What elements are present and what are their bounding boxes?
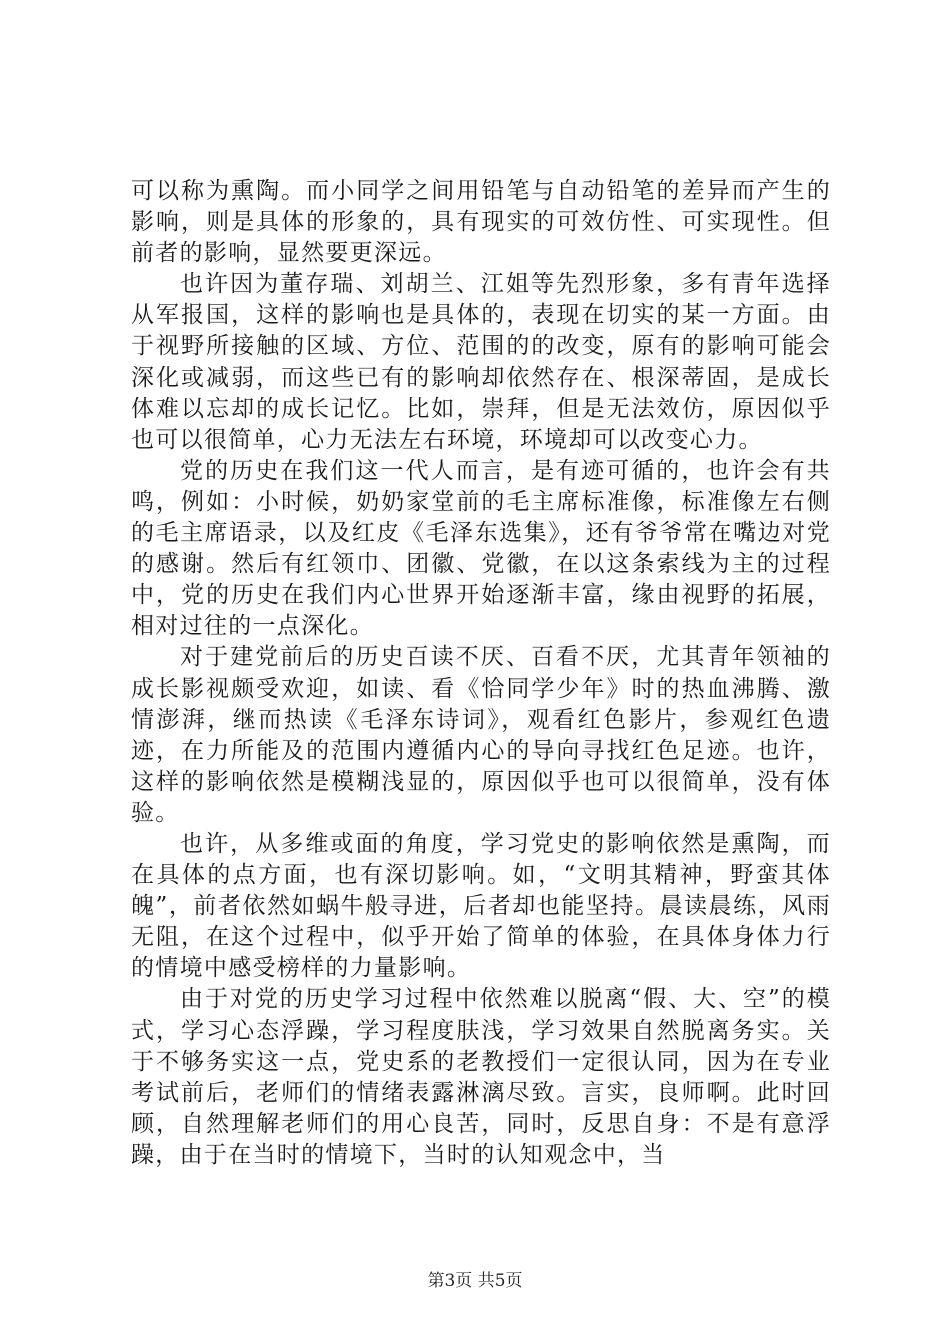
paragraph-continued: 可以称为熏陶。而小同学之间用铅笔与自动铅笔的差异而产生的影响，则是具体的形象的，具有现实的可效仿性、可实现性。但前者的影响，显然要更深远。 — [131, 178, 831, 267]
paragraph: 也许因为董存瑞、刘胡兰、江姐等先烈形象，多有青年选择从军报国，这样的影响也是具体的，表现在切实的某一方面。由于视野所接触的区域、方位、范围的的改变，原有的影响可能会深化或减弱，而这些已有的影响却依然存在、根深蒂固，是成长体难以忘却的成长记忆。比如，崇拜，但是无法效仿，原因似乎也可以很简单，心力无法左右环境，环境却可以改变心力。 — [131, 271, 831, 453]
paragraph: 也许，从多维或面的角度，学习党史的影响依然是熏陶，而在具体的点方面，也有深切影响。如，“文明其精神，野蛮其体魄”，前者依然如蜗牛般寻进，后者却也能坚持。晨读晨练，风雨无阻，在这个过程中，似乎开始了简单的体验，在具体身体力行的情境中感受榜样的力量影响。 — [131, 830, 831, 982]
page-number-footer: 第3页 共5页 — [427, 1271, 523, 1291]
body-text — [131, 176, 831, 1171]
paragraph: 由于对党的历史学习过程中依然难以脱离“假、大、空”的模式，学习心态浮躁，学习程度肤浅，学习效果自然脱离务实。关于不够务实这一点，党史系的老教授们一定很认同，因为在专业考试前后，老师们的情绪表露淋漓尽致。言实，良师啊。此时回顾，自然理解老师们的用心良苦，同时，反思自身：不是有意浮躁，由于在当时的情境下，当时的认知观念中，当 — [131, 986, 831, 1168]
paragraph: 党的历史在我们这一代人而言，是有迹可循的，也许会有共鸣，例如：小时候，奶奶家堂前的毛主席标准像，标准像左右侧的毛主席语录，以及红皮《毛泽东选集》，还有爷爷常在嘴边对党的感谢。然后有红领巾、团徽、党徽，在以这条索线为主的过程中，党的历史在我们内心世界开始逐渐丰富，缘由视野的拓展，相对过往的一点深化。 — [131, 457, 831, 640]
paragraph: 对于建党前后的历史百读不厌、百看不厌，尤其青年领袖的成长影视颇受欢迎，如读、看《恰同学少年》时的热血沸腾、激情澎湃，继而热读《毛泽东诗词》，观看红色影片，参观红色遗迹，在力所能及的范围内遵循内心的导向寻找红色足迹。也许，这样的影响依然是模糊浅显的，原因似乎也可以很简单，没有体验。 — [131, 644, 831, 826]
